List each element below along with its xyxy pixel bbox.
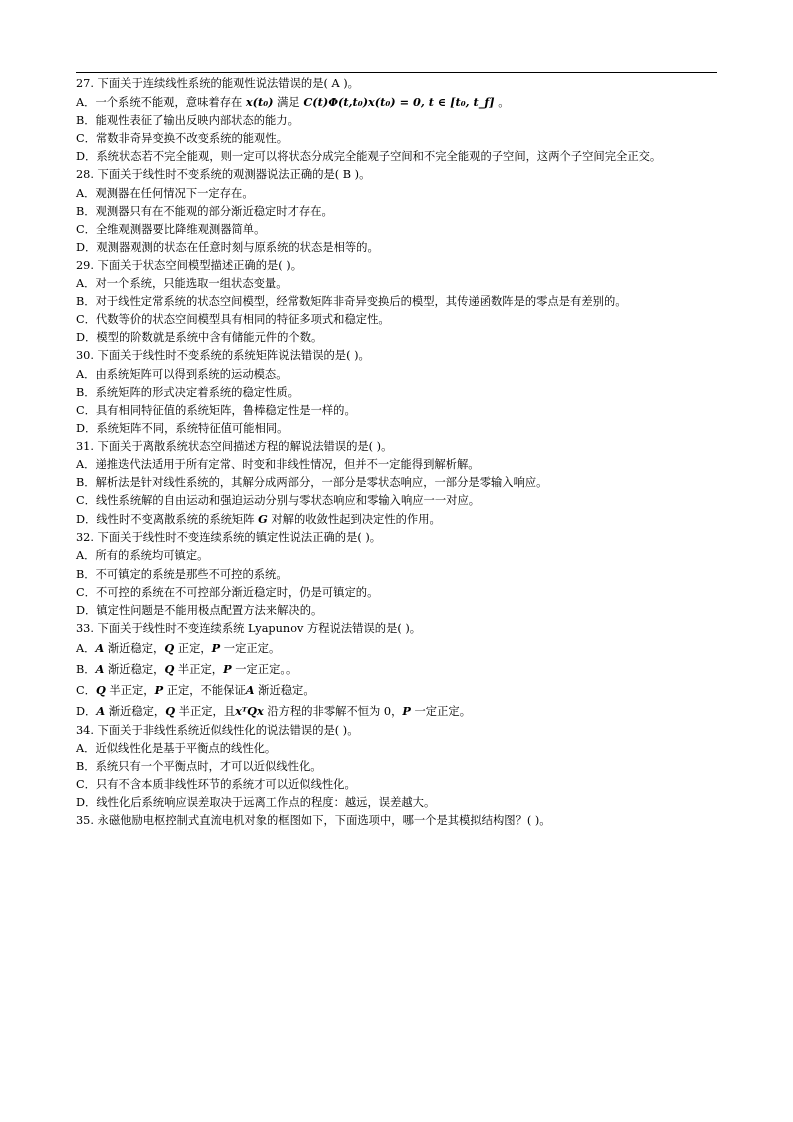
q33-d-matrix-a: A [96, 703, 106, 718]
q27-stem: 27. 下面关于连续线性系统的能观性说法错误的是( A )。 [76, 77, 359, 90]
q31-d-text-end: 对解的收敛性起到决定性的作用。 [271, 513, 441, 527]
q31-option-a: A．递推迭代法适用于所有定常、时变和非线性情况，但并不一定能得到解析解。 [76, 457, 480, 471]
q31-option-c: C．线性系统解的自由运动和强迫运动分别与零状态响应和零输入响应一一对应。 [76, 494, 481, 508]
q33-c-label: C． [76, 683, 96, 697]
q33-a-matrix-q: Q [164, 640, 175, 655]
q35-stem: 35. 永磁他励电枢控制式直流电机对象的框图如下，下面选项中，哪一个是其模拟结构图？( )。 [76, 814, 551, 828]
q27-a-formula-x: x(t₀) [245, 95, 274, 110]
q33-option-d [76, 701, 721, 722]
q34-option-d: D．线性化后系统响应误差取决于远离工作点的程度：越远，误差越大。 [76, 796, 436, 810]
q31-d-formula-g: G [258, 512, 268, 527]
q27-option-a [76, 93, 721, 112]
q33-d-matrix-q: Q [165, 703, 176, 718]
q30-option-a: A．由系统矩阵可以得到系统的运动模态。 [76, 367, 288, 381]
q33-b-matrix-q: Q [164, 661, 175, 676]
q33-b-label: B． [76, 662, 96, 676]
q33-d-text-1: 渐近稳定， [108, 704, 166, 718]
q33-d-quadratic-form: xᵀQx [235, 703, 264, 718]
q28-option-c: C．全维观测器要比降维观测器简单。 [76, 222, 266, 236]
q31-stem: 31. 下面关于离散系统状态空间描述方程的解说法错误的是( )。 [76, 439, 393, 453]
q33-stem: 33. 下面关于线性时不变连续系统 Lyapunov 方程说法错误的是( )。 [76, 621, 422, 635]
q33-c-text-2: 正定，不能保证 [166, 683, 246, 697]
header-rule [76, 72, 717, 73]
q33-d-text-3: 沿方程的非零解不恒为 0， [267, 704, 403, 718]
q32-stem: 32. 下面关于线性时不变连续系统的镇定性说法正确的是( )。 [76, 531, 382, 545]
q32-option-c: C．不可控的系统在不可控部分渐近稳定时，仍是可镇定的。 [76, 585, 379, 599]
q29-option-a: A．对一个系统，只能选取一组状态变量。 [76, 277, 288, 291]
q33-b-text-1: 渐近稳定， [107, 662, 165, 676]
q33-b-matrix-p: P [223, 661, 232, 676]
q27-a-text-mid: 满足 [277, 96, 300, 110]
q29-stem: 29. 下面关于状态空间模型描述正确的是( )。 [76, 258, 303, 272]
q33-option-a [76, 638, 721, 659]
question-list [76, 75, 721, 830]
q27-a-text-end: 。 [498, 96, 510, 110]
q33-a-matrix-a: A [95, 640, 105, 655]
q28-stem: 28. 下面关于线性时不变系统的观测器说法正确的是( B )。 [76, 168, 371, 182]
q29-option-b: B．对于线性定常系统的状态空间模型，经常数矩阵非奇异变换后的模型，其传递函数阵是的零点是有差别的。 [76, 295, 627, 309]
q27-option-d: D．系统状态若不完全能观，则一定可以将状态分成完全能观子空间和不完全能观的子空间，这两个子空间完全正交。 [76, 150, 662, 164]
q34-option-c: C．只有不含本质非线性环节的系统才可以近似线性化。 [76, 778, 356, 792]
q33-option-c [76, 680, 721, 701]
q33-c-text-1: 半正定， [109, 683, 155, 697]
q33-a-label: A． [76, 641, 96, 655]
q30-option-b: B．系统矩阵的形式决定着系统的稳定性质。 [76, 385, 299, 399]
q33-option-b [76, 659, 721, 680]
q28-option-b: B．观测器只有在不能观的部分渐近稳定时才存在。 [76, 204, 333, 218]
q30-option-d: D．系统矩阵不同，系统特征值可能相同。 [76, 421, 289, 435]
q32-option-a: A．所有的系统均可镇定。 [76, 549, 209, 563]
q27-option-b: B．能观性表征了输出反映内部状态的能力。 [76, 114, 299, 128]
q33-c-matrix-a: A [245, 682, 255, 697]
q27-a-formula-main: C(t)Φ(t,t₀)x(t₀) = 0, t ∈ [t₀, t_f] [303, 95, 495, 110]
q33-c-text-3: 渐近稳定。 [258, 683, 315, 697]
q33-a-text-1: 渐近稳定， [107, 641, 165, 655]
q30-option-c: C．具有相同特征值的系统矩阵，鲁棒稳定性是一样的。 [76, 403, 356, 417]
q31-option-d [76, 510, 721, 529]
q32-option-b: B．不可镇定的系统是那些不可控的系统。 [76, 567, 288, 581]
q33-a-text-2: 正定， [177, 641, 212, 655]
q29-option-d: D．模型的阶数就是系统中含有储能元件的个数。 [76, 331, 323, 345]
q31-option-b: B．解析法是针对线性系统的，其解分成两部分，一部分是零状态响应，一部分是零输入响应。 [76, 476, 548, 490]
q34-option-b: B．系统只有一个平衡点时，才可以近似线性化。 [76, 760, 322, 774]
q33-b-matrix-a: A [95, 661, 105, 676]
q30-stem: 30. 下面关于线性时不变系统的系统矩阵说法错误的是( )。 [76, 349, 370, 363]
q33-d-matrix-p: P [402, 703, 411, 718]
q33-b-text-3: 一定正定。。 [235, 662, 298, 676]
q34-stem: 34. 下面关于非线性系统近似线性化的说法错误的是( )。 [76, 723, 359, 737]
q33-a-text-3: 一定正定。 [223, 641, 281, 655]
q32-option-d: D．镇定性问题是不能用极点配置方法来解决的。 [76, 603, 323, 617]
q33-c-matrix-p: P [154, 682, 164, 697]
q33-d-text-2: 半正定，且 [178, 704, 236, 718]
q27-option-c: C．常数非奇异变换不改变系统的能观性。 [76, 132, 288, 146]
q29-option-c: C．代数等价的状态空间模型具有相同的特征多项式和稳定性。 [76, 313, 390, 327]
q28-option-a: A．观测器在任何情况下一定存在。 [76, 186, 254, 200]
q27-a-text: A．一个系统不能观，意味着存在 [76, 96, 243, 110]
q33-d-label: D． [76, 704, 97, 718]
q31-d-text: D．线性时不变离散系统的系统矩阵 [76, 513, 255, 527]
q34-option-a: A．近似线性化是基于平衡点的线性化。 [76, 742, 277, 755]
q28-option-d: D．观测器观测的状态在任意时刻与原系统的状态是相等的。 [76, 240, 379, 254]
q33-b-text-2: 半正定， [177, 662, 224, 676]
q33-c-matrix-q: Q [95, 682, 106, 697]
q33-d-text-4: 一定正定。 [414, 704, 471, 718]
q33-a-matrix-p: P [211, 640, 221, 655]
